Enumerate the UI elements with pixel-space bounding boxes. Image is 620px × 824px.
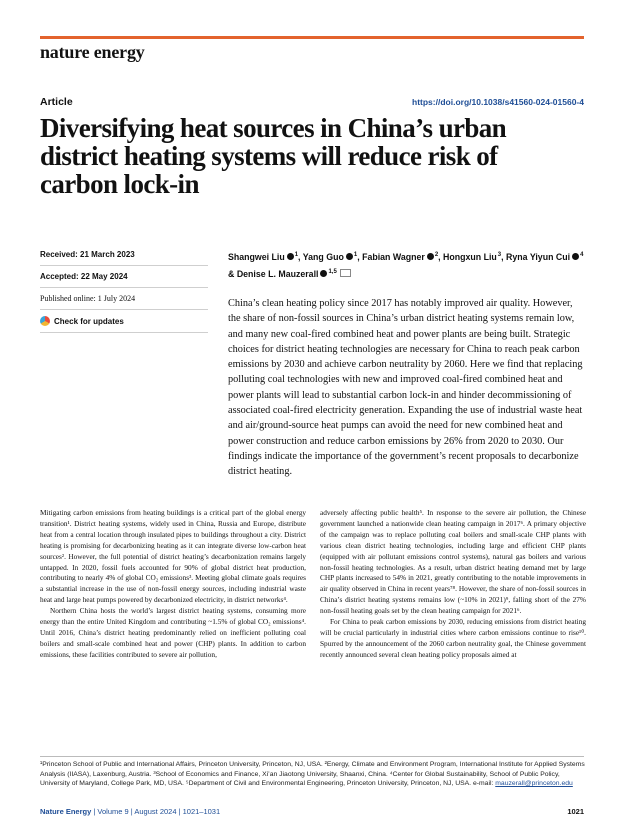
body-paragraph: For China to peak carbon emissions by 2030, reducing emissions from district heating will be crucial particularly in industrial cities where carbon emissions continue to rise¹⁰. Spurred by the announcement of the 2060 carbon neutrality goal, the Chinese government recently announced several clean heating policy proposals aimed at [320, 617, 586, 659]
author-list: Shangwei Liu $^1$, Yang Guo $^1$, Fabian Wagner $^2$, Hongxun Liu$^3$, Ryna Yiyun Cui $^4$ & Denise L. Mauzerall $^{1,5}$ [228, 252, 584, 279]
page-footer [40, 807, 220, 816]
abstract: China’s clean heating policy since 2017 has notably improved air quality. However, the share of non-fossil sources in China’s urban district heating systems remain low, and many new coal-fired combined heat and power plants are being built. Strategic choices for district heating technologies are necessary for China to reach peak carbon emissions by 2030 and achieve carbon neutrality by 2060. Here we find that replacing polluting coal technologies with new and improved coal-fired combined heat and power plants will lead to substantial carbon lock-in and hinder decommissioning of associated coal-fired electricity generation. Expanding the use of industrial waste heat and air/ground-source heat pumps can avoid the need for new combined heat and power construction and reduce carbon emissions by 26% from 2020 to 2030. Our findings indicate the importance of the government’s recent proposals to decarbonize district heating. [228, 298, 583, 478]
affiliation-marker: 1 [353, 252, 358, 258]
article-type-label: Article [40, 96, 73, 108]
accepted-date: Accepted: 22 May 2024 [40, 266, 208, 288]
check-updates-label: Check for updates [54, 316, 124, 326]
body-paragraph: adversely affecting public health⁵. In response to the severe air pollution, the Chinese government launched a nationwide clean heating campaign in 2017⁶. A primary objective of the campaign was to replace polluting coal boilers and small-scale CHP plants with various clean district heating technologies, including large and efficient CHP plants (equipped with air pollutant emissions control systems), natural gas boilers and various non-fossil heating technologies. As a result, urban district heating demand met by large CHP plants increased to 54% in 2021, greatly contributing to the notable improvements in air quality observed in China in recent years⁷⁸. However, the share of non-fossil sources in China’s district heating systems remains low (~10% in 2021)⁹, falling short of the 27% non-fossil heating goals set by the clean heating campaign for 2021⁶. [320, 508, 586, 616]
article-dates-panel [40, 244, 208, 333]
footnote-divider [40, 756, 584, 757]
author-name[interactable]: Yang Guo [302, 252, 344, 262]
affiliations-text: ¹Princeton School of Public and International Affairs, Princeton University, Princeton, NJ, USA. ²Energy, Climate and Environment Program, International Institute for Applied Systems Analysis (IIASA), Laxenburg, Austria. ³School of Economics and Finance, Xi’an Jiaotong University, Shaanxi, China. ⁴Center for Global Sustainability, School of Public Policy, University of Maryland, College Park, MD, USA. ⁵Department of Civil and Environmental Engineering, Princeton University, Princeton, NJ, USA. [40, 761, 585, 788]
footer-issue: | Volume 9 | August 2024 | 1021–1031 [93, 807, 221, 816]
orcid-icon[interactable] [287, 253, 294, 260]
orcid-icon[interactable] [320, 270, 327, 277]
body-column-right [320, 508, 586, 661]
body-column-left [40, 508, 306, 661]
received-date: Received: 21 March 2023 [40, 244, 208, 266]
email-prefix: e-mail: [472, 780, 494, 788]
check-for-updates-button[interactable] [40, 310, 208, 333]
doi-link[interactable]: https://doi.org/10.1038/s41560-024-01560-4 [412, 97, 584, 107]
author-name[interactable]: Fabian Wagner [362, 252, 425, 262]
body-paragraph: Northern China hosts the world’s largest district heating systems, consuming more energy than the entire United Kingdom and contributing ~1.5% of global CO₂ emissions⁴. Until 2016, China’s district heating predominantly relied on inefficient polluting coal boilers and small-scale combined heat and power (CHP) plants. In addition to carbon emissions, these facilities contributed to severe air pollution, [40, 606, 306, 659]
corresponding-email-link[interactable]: mauzerall@princeton.edu [495, 780, 573, 788]
affiliation-marker: 3 [497, 252, 502, 258]
affiliation-marker: 2 [434, 252, 439, 258]
journal-logo: nature energy [40, 42, 145, 62]
article-title: Diversifying heat sources in China’s urban district heating systems will reduce risk of carbon lock-in [40, 113, 507, 199]
body-paragraph: Mitigating carbon emissions from heating buildings is a critical part of the global energy transition¹. District heating systems, widely used in China, Russia and Europe, distribute heat from a central location through insulated pipes to buildings throughout a city. District heating is promising for decarbonizing heating as it can integrate diverse low-carbon heat sources². However, the full potential of district heating’s decarbonization remains largely untapped. In 2020, fossil fuels accounted for 90% of global district heat production, contributing to nearly 4% of global CO₂ emissions³. Meeting global climate goals requires a substantial increase in the use of non-fossil energy sources, including industrial waste heat and large heat pumps powered by decarbonized electricity, in district networks⁴. [40, 508, 306, 605]
check-updates-icon [40, 316, 50, 326]
author-name[interactable]: Ryna Yiyun Cui [506, 252, 571, 262]
affiliation-marker: 1,5 [328, 269, 337, 275]
author-name[interactable]: Hongxun Liu [443, 252, 497, 262]
affiliation-marker: 1 [294, 252, 299, 258]
author-name[interactable]: Shangwei Liu [228, 252, 285, 262]
orcid-icon[interactable] [346, 253, 353, 260]
published-date: Published online: 1 July 2024 [40, 288, 208, 310]
footer-journal: Nature Energy [40, 807, 92, 816]
header-accent-rule [40, 36, 584, 39]
author-name[interactable]: Denise L. Mauzerall [236, 269, 319, 279]
affiliations-footnote [40, 760, 586, 789]
affiliation-marker: 4 [580, 252, 584, 258]
page-number: 1021 [567, 807, 584, 816]
orcid-icon[interactable] [427, 253, 434, 260]
email-icon[interactable] [340, 269, 351, 277]
orcid-icon[interactable] [572, 253, 579, 260]
